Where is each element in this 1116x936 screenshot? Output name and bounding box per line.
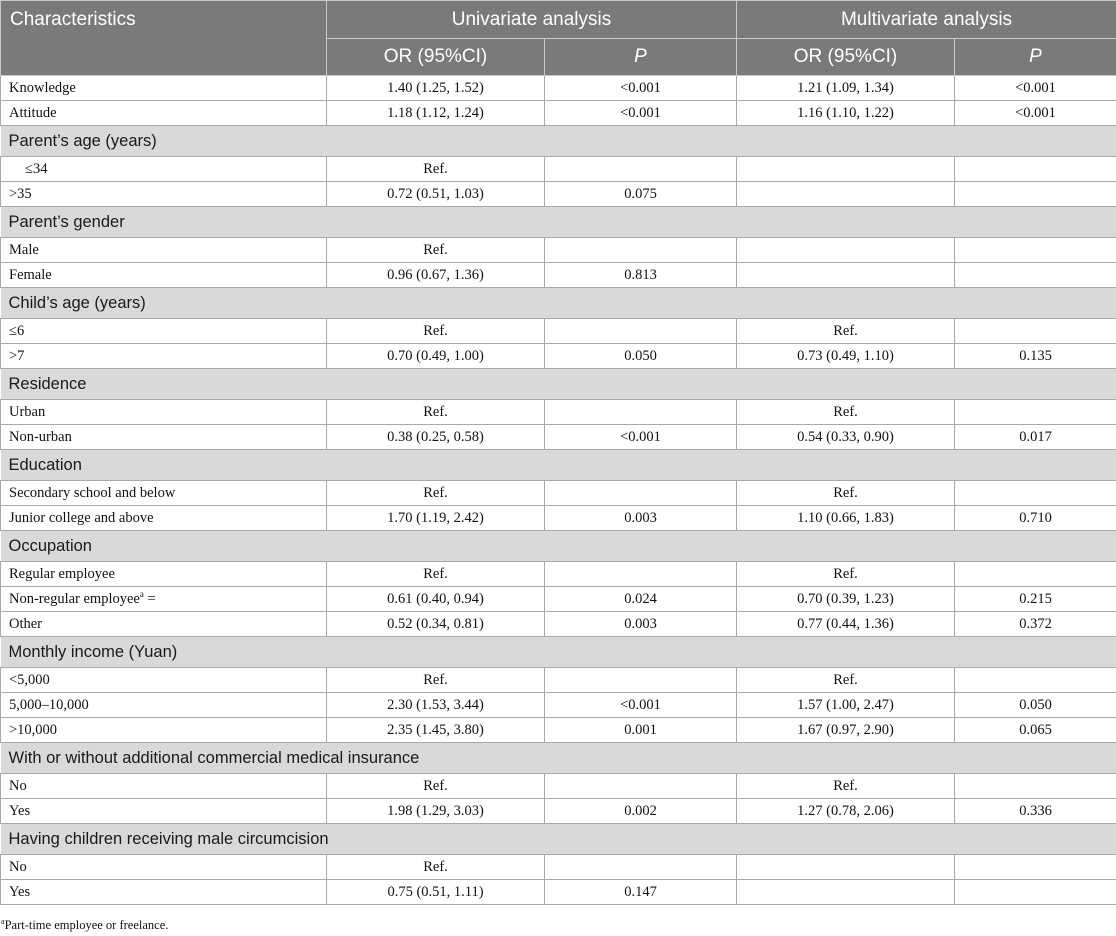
table-row [1, 481, 1116, 506]
multivariate-p-cell [955, 774, 1116, 799]
univariate-p-cell [545, 774, 737, 799]
section-row [1, 743, 1116, 774]
univariate-p-cell: <0.001 [545, 425, 737, 450]
section-row [1, 531, 1116, 562]
row-label-text: Urban [9, 403, 46, 420]
table-row [1, 562, 1116, 587]
univariate-or-cell: 0.96 (0.67, 1.36) [327, 263, 545, 288]
table-row [1, 774, 1116, 799]
row-label-text: >10,000 [9, 721, 58, 738]
table-row [1, 400, 1116, 425]
multivariate-or-cell [737, 855, 955, 880]
multivariate-p-cell [955, 182, 1116, 207]
table-row [1, 344, 1116, 369]
table-row [1, 157, 1116, 182]
multivariate-p-cell: 0.215 [955, 587, 1116, 612]
univariate-or-cell: 1.18 (1.12, 1.24) [327, 101, 545, 126]
multivariate-or-cell: 0.70 (0.39, 1.23) [737, 587, 955, 612]
footnote-text: Part-time employee or freelance. [4, 918, 169, 932]
row-label [1, 506, 327, 531]
multivariate-p-cell: 0.336 [955, 799, 1116, 824]
table-row [1, 855, 1116, 880]
table-row [1, 182, 1116, 207]
row-label-text: Female [9, 266, 52, 283]
row-label-text: Other [9, 615, 43, 632]
multivariate-or-cell [737, 157, 955, 182]
univariate-or-cell: Ref. [327, 319, 545, 344]
multivariate-or-cell: 1.57 (1.00, 2.47) [737, 693, 955, 718]
univariate-p-cell [545, 481, 737, 506]
row-label-text: Yes [9, 883, 31, 900]
section-row [1, 207, 1116, 238]
multivariate-header: Multivariate analysis [737, 1, 1116, 39]
table-row [1, 799, 1116, 824]
multivariate-p-cell: 0.135 [955, 344, 1116, 369]
row-label [1, 587, 327, 612]
table-row [1, 425, 1116, 450]
univariate-p-cell: <0.001 [545, 76, 737, 101]
univariate-p-header: P [545, 39, 737, 76]
row-label-text: Male [9, 241, 39, 258]
univariate-or-header: OR (95%CI) [327, 39, 545, 76]
row-label [1, 612, 327, 637]
section-row [1, 288, 1116, 319]
multivariate-or-cell: 1.21 (1.09, 1.34) [737, 76, 955, 101]
multivariate-p-cell: 0.050 [955, 693, 1116, 718]
univariate-p-cell: 0.001 [545, 718, 737, 743]
univariate-or-cell: Ref. [327, 400, 545, 425]
multivariate-or-cell: Ref. [737, 481, 955, 506]
table-header [1, 1, 1116, 76]
row-label [1, 425, 327, 450]
univariate-p-cell: <0.001 [545, 693, 737, 718]
univariate-or-cell: 0.72 (0.51, 1.03) [327, 182, 545, 207]
multivariate-or-cell: 1.16 (1.10, 1.22) [737, 101, 955, 126]
row-label-text: Non-urban [9, 428, 72, 445]
univariate-or-cell: 1.70 (1.19, 2.42) [327, 506, 545, 531]
section-row [1, 450, 1116, 481]
table-row [1, 319, 1116, 344]
univariate-p-cell: 0.813 [545, 263, 737, 288]
univariate-p-cell: 0.003 [545, 612, 737, 637]
multivariate-or-cell: 0.77 (0.44, 1.36) [737, 612, 955, 637]
multivariate-p-cell [955, 157, 1116, 182]
multivariate-or-cell: 0.73 (0.49, 1.10) [737, 344, 955, 369]
univariate-or-cell: 0.52 (0.34, 0.81) [327, 612, 545, 637]
row-label-text: ≤34 [25, 160, 48, 177]
univariate-or-cell: 2.30 (1.53, 3.44) [327, 693, 545, 718]
row-label-text: >35 [9, 185, 32, 202]
univariate-or-cell: Ref. [327, 157, 545, 182]
row-label [1, 101, 327, 126]
multivariate-or-cell: Ref. [737, 400, 955, 425]
table-row [1, 718, 1116, 743]
univariate-or-cell: Ref. [327, 774, 545, 799]
section-row [1, 824, 1116, 855]
section-row [1, 637, 1116, 668]
multivariate-or-cell: 1.27 (0.78, 2.06) [737, 799, 955, 824]
multivariate-p-cell [955, 562, 1116, 587]
row-label-text: Regular employee [9, 565, 115, 582]
multivariate-p-cell [955, 400, 1116, 425]
row-label-text: >7 [9, 347, 25, 364]
row-label [1, 76, 327, 101]
table-row [1, 880, 1116, 905]
multivariate-or-header: OR (95%CI) [737, 39, 955, 76]
row-label [1, 263, 327, 288]
multivariate-p-cell [955, 668, 1116, 693]
univariate-p-cell [545, 400, 737, 425]
row-label-text: No [9, 858, 27, 875]
row-label [1, 182, 327, 207]
row-label-text: Attitude [9, 104, 57, 121]
multivariate-or-cell: Ref. [737, 562, 955, 587]
multivariate-or-cell: Ref. [737, 668, 955, 693]
row-label [1, 481, 327, 506]
row-label [1, 319, 327, 344]
univariate-p-cell [545, 157, 737, 182]
row-label [1, 855, 327, 880]
univariate-or-cell: Ref. [327, 668, 545, 693]
row-label [1, 693, 327, 718]
section-label: Parent’s age (years) [1, 126, 1116, 157]
row-label-suffix: = [143, 590, 156, 607]
univariate-or-cell: Ref. [327, 855, 545, 880]
section-row [1, 369, 1116, 400]
univariate-p-cell: 0.003 [545, 506, 737, 531]
table-row [1, 506, 1116, 531]
univariate-p-cell: 0.024 [545, 587, 737, 612]
table-row [1, 693, 1116, 718]
section-label: Residence [1, 369, 1116, 400]
univariate-p-cell [545, 668, 737, 693]
row-label-text: Junior college and above [9, 509, 154, 526]
multivariate-or-cell: 1.67 (0.97, 2.90) [737, 718, 955, 743]
multivariate-p-cell [955, 855, 1116, 880]
univariate-or-cell: 0.70 (0.49, 1.00) [327, 344, 545, 369]
multivariate-or-cell [737, 238, 955, 263]
row-label [1, 344, 327, 369]
multivariate-p-cell [955, 238, 1116, 263]
section-label: Occupation [1, 531, 1116, 562]
row-label [1, 799, 327, 824]
multivariate-or-cell [737, 182, 955, 207]
univariate-p-cell [545, 319, 737, 344]
row-label [1, 774, 327, 799]
footnote-marker: a [1, 916, 5, 926]
row-label-text: Secondary school and below [9, 484, 176, 501]
section-label: With or without additional commercial medical insurance [1, 743, 1116, 774]
multivariate-p-cell: 0.372 [955, 612, 1116, 637]
table-row [1, 76, 1116, 101]
multivariate-p-cell: <0.001 [955, 76, 1116, 101]
characteristics-header: Characteristics [1, 1, 327, 76]
univariate-p-cell: 0.075 [545, 182, 737, 207]
univariate-or-cell: 0.75 (0.51, 1.11) [327, 880, 545, 905]
row-label-text: Non-regular employee [9, 590, 140, 607]
univariate-or-cell: 2.35 (1.45, 3.80) [327, 718, 545, 743]
section-label: Monthly income (Yuan) [1, 637, 1116, 668]
section-label: Education [1, 450, 1116, 481]
row-label-text: <5,000 [9, 671, 50, 688]
row-label [1, 562, 327, 587]
multivariate-p-cell: <0.001 [955, 101, 1116, 126]
multivariate-p-cell [955, 319, 1116, 344]
row-label [1, 668, 327, 693]
multivariate-or-cell: 0.54 (0.33, 0.90) [737, 425, 955, 450]
row-label-text: 5,000–10,000 [9, 696, 89, 713]
multivariate-or-cell [737, 880, 955, 905]
multivariate-p-cell: 0.017 [955, 425, 1116, 450]
footnote-ref: a [139, 588, 144, 599]
univariate-or-cell: 1.98 (1.29, 3.03) [327, 799, 545, 824]
section-label: Having children receiving male circumcision [1, 824, 1116, 855]
multivariate-or-cell: 1.10 (0.66, 1.83) [737, 506, 955, 531]
univariate-p-cell: 0.147 [545, 880, 737, 905]
table-body [1, 76, 1116, 905]
table-footnote [1, 918, 168, 933]
multivariate-or-cell [737, 263, 955, 288]
multivariate-p-header: P [955, 39, 1116, 76]
section-label: Child’s age (years) [1, 288, 1116, 319]
univariate-or-cell: 0.61 (0.40, 0.94) [327, 587, 545, 612]
univariate-or-cell: 1.40 (1.25, 1.52) [327, 76, 545, 101]
table-row [1, 668, 1116, 693]
multivariate-or-cell: Ref. [737, 774, 955, 799]
multivariate-p-cell [955, 880, 1116, 905]
univariate-p-cell [545, 855, 737, 880]
row-label-text: Yes [9, 802, 31, 819]
multivariate-p-cell [955, 481, 1116, 506]
row-label [1, 718, 327, 743]
univariate-p-cell: 0.050 [545, 344, 737, 369]
table-row [1, 238, 1116, 263]
table-row [1, 101, 1116, 126]
multivariate-p-cell: 0.710 [955, 506, 1116, 531]
univariate-p-cell: 0.002 [545, 799, 737, 824]
univariate-header: Univariate analysis [327, 1, 737, 39]
row-label [1, 157, 327, 182]
univariate-p-cell [545, 238, 737, 263]
table-row [1, 587, 1116, 612]
section-row [1, 126, 1116, 157]
univariate-or-cell: Ref. [327, 238, 545, 263]
row-label-text: ≤6 [9, 322, 25, 339]
univariate-p-cell: <0.001 [545, 101, 737, 126]
univariate-or-cell: Ref. [327, 562, 545, 587]
multivariate-p-cell [955, 263, 1116, 288]
row-label-text: Knowledge [9, 79, 76, 96]
univariate-or-cell: 0.38 (0.25, 0.58) [327, 425, 545, 450]
univariate-p-cell [545, 562, 737, 587]
table-row [1, 263, 1116, 288]
row-label [1, 400, 327, 425]
multivariate-or-cell: Ref. [737, 319, 955, 344]
multivariate-p-cell: 0.065 [955, 718, 1116, 743]
univariate-or-cell: Ref. [327, 481, 545, 506]
table-row [1, 612, 1116, 637]
section-label: Parent’s gender [1, 207, 1116, 238]
row-label [1, 880, 327, 905]
row-label-text: No [9, 777, 27, 794]
row-label [1, 238, 327, 263]
